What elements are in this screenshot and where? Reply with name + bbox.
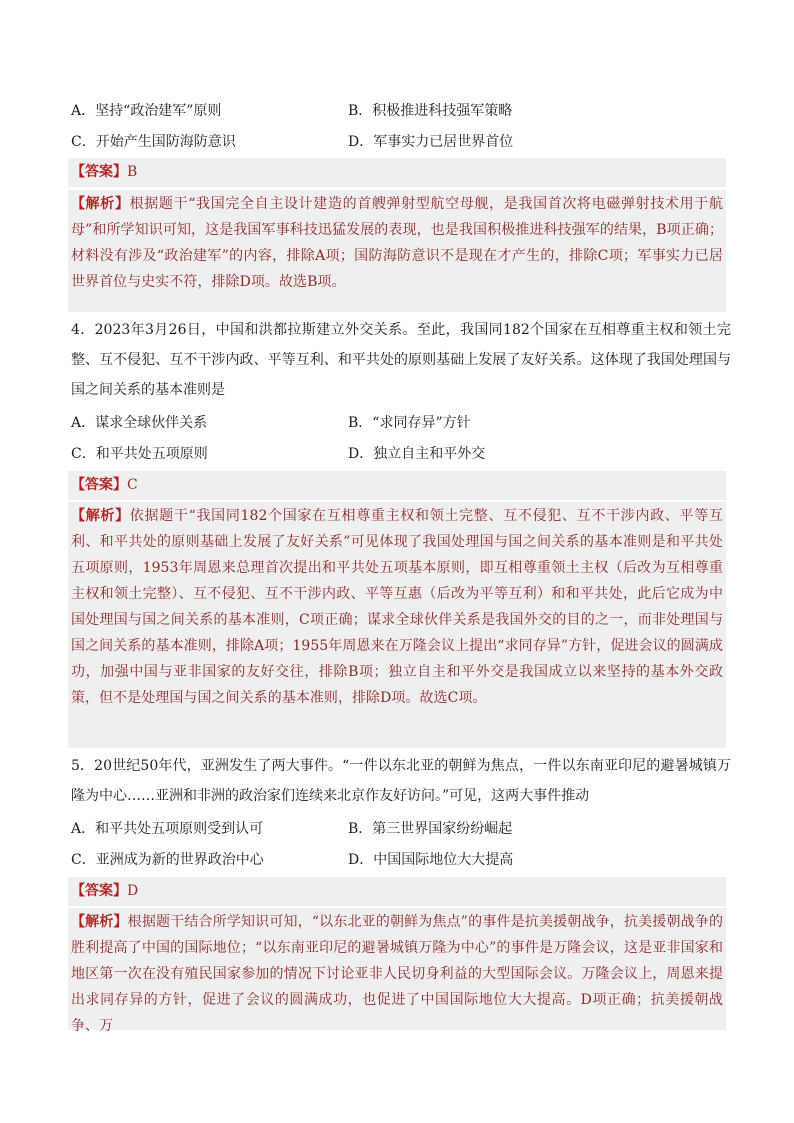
q4-explanation-text: 依据题干“我国同182个国家在互相尊重主权和领土完整、互不侵犯、互不干涉内政、平等互利、和平共处的原则基础上发展了友好关系”可见体现了我国处理国与国之间关系的基本准则是和平共处五项原则，1953年周恩来总理首次提出和平共处五项基本原则，即互相尊重领土主权（后改为互相尊重主权和领土完整）、互不侵犯、互不干涉内政、平等互惠（后改为平等互利）和和平共处，此后它成为中国处理国与国之间关系的基本准则，C项正确；谋求全球伙伴关系是我国外交的目的之一，而非处理国与国之间关系的基本准则，排除A项；1955年周恩来在万隆会议上提出“求同存异”方针，促进会议的圆满成功，加强中国与亚非国家的友好交往，排除B项；独立自主和平外交是我国成立以来坚持的基本外交政策，但不是处理国与国之间关系的基本准则，排除D项。故选C项。 [71,508,723,706]
q4-stem: 4．2023年3月26日，中国和洪都拉斯建立外交关系。至此，我国同182个国家在互相尊重主权和领土完整、互不侵犯、互不干涉内政、平等互利、和平共处的原则基础上发展了友好关系。这体现了我国处理国与国之间关系的基本准则是 [71,322,731,398]
q4-answer [71,471,727,499]
q3-answer-label: 【答案】 [71,164,127,180]
q5-options-row-2 [71,846,731,874]
q3-option-c: C．开始产生国防海防意识 [71,134,236,150]
q5-explanation-text: 根据题干结合所学知识可知，“以东北亚的朝鲜为焦点”的事件是抗美援朝战争，抗美援朝战争的胜利提高了中国的国际地位；“以东南亚印尼的避暑城镇万隆为中心”的事件是万隆会议，这是亚非国家和地区第一次在没有殖民国家参加的情况下讨论亚非人民切身利益的大型国际会议。万隆会议上，周恩来提出求同存异的方针，促进了会议的圆满成功，也促进了中国国际地位大大提高。D项正确；抗美援朝战争、万 [71,914,723,1034]
q5-explanation [71,909,723,1034]
q3-explanation [71,191,723,311]
q4-answer-value: C [127,477,138,493]
q4-options-row-1 [71,409,731,437]
q5-option-c: C．亚洲成为新的世界政治中心 [71,852,264,868]
q5-answer [71,877,727,905]
q4-option-a: A．谋求全球伙伴关系 [71,415,208,431]
q5-answer-value: D [127,883,139,899]
q4-option-c: C．和平共处五项原则 [71,446,208,462]
q4-option-b: B．“求同存异”方针 [348,415,471,431]
q3-answer [71,158,727,186]
q5-stem: 5．20世纪50年代，亚洲发生了两大事件。“一件以东北亚的朝鲜为焦点，一件以东南亚印尼的避暑城镇万隆为中心……亚洲和非洲的政治家们连续来北京作友好访问。”可见，这两大事件推动 [71,758,731,804]
q3-option-b: B．积极推进科技强军策略 [348,103,513,119]
q5-answer-label: 【答案】 [71,883,127,899]
q5-explanation-label: 【解析】 [71,914,128,930]
q3-explanation-text: 根据题干“我国完全自主设计建造的首艘弹射型航空母舰，是我国首次将电磁弹射技术用于航母”和所学知识可知，这是我国军事科技迅猛发展的表现，也是我国积极推进科技强军的结果，B项正确；材料没有涉及“政治建军”的内容，排除A项；国防海防意识不是现在才产生的，排除C项；军事实力已居世界首位与史实不符，排除D项。故选B项。 [71,196,723,290]
q3-explanation-label: 【解析】 [71,196,130,212]
q3-options-row-2 [71,128,731,156]
q5-option-b: B．第三世界国家纷纷崛起 [348,821,513,837]
q4-explanation-label: 【解析】 [71,508,130,524]
q3-options-row-1 [71,97,731,125]
q5-options-row-1 [71,815,731,843]
q4-option-d: D．独立自主和平外交 [348,446,486,462]
q3-option-d: D．军事实力已居世界首位 [348,134,514,150]
q3-answer-value: B [127,164,138,180]
q5-option-a: A．和平共处五项原则受到认可 [71,821,264,837]
q5-option-d: D．中国国际地位大大提高 [348,852,514,868]
q4-options-row-2 [71,440,731,468]
q3-option-a: A．坚持“政治建军”原则 [71,103,222,119]
q4-answer-label: 【答案】 [71,477,127,493]
q4-explanation [71,503,723,747]
